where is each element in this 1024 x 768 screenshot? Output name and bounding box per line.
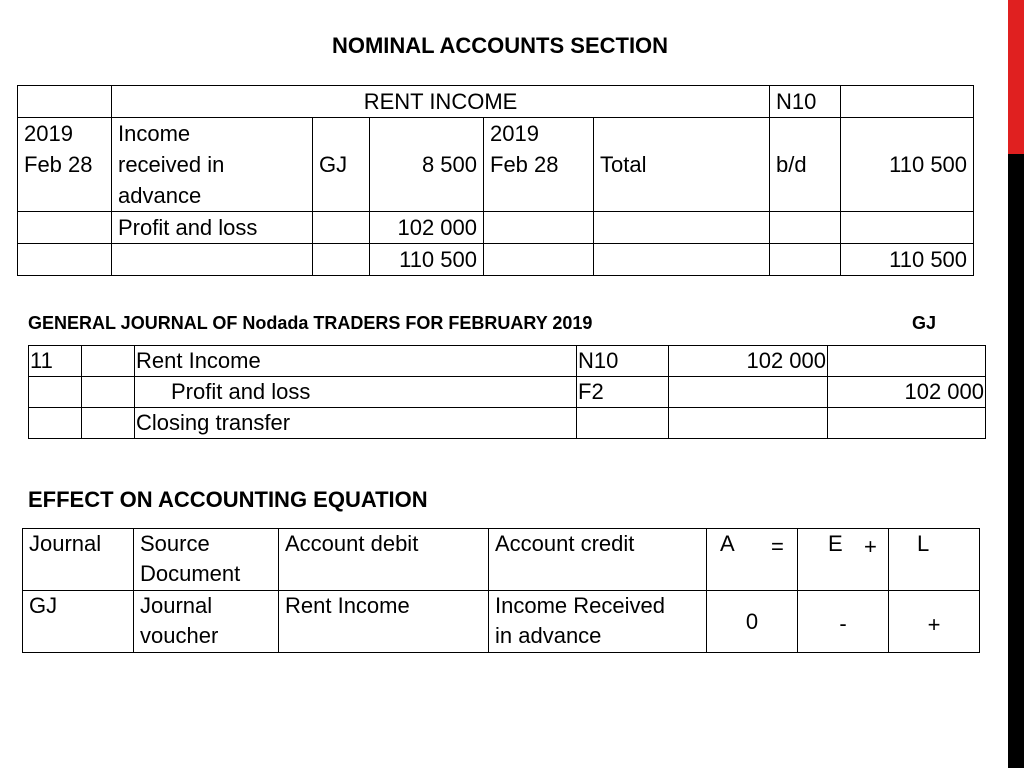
ledger-folio: N10 bbox=[770, 86, 841, 118]
journal-folio bbox=[577, 408, 669, 439]
journal-reference: GJ bbox=[912, 313, 937, 333]
col-liabilities bbox=[889, 529, 980, 591]
ledger-debit-details: Profit and loss bbox=[112, 212, 313, 244]
ledger-credit-details bbox=[594, 244, 770, 276]
equals-sign: = bbox=[771, 534, 784, 559]
table-row bbox=[18, 118, 974, 212]
ledger-credit-details bbox=[594, 212, 770, 244]
ledger-debit-amount: 102 000 bbox=[370, 212, 484, 244]
ledger-debit-folio: GJ bbox=[313, 118, 370, 212]
journal-day bbox=[29, 377, 82, 408]
journal-blank bbox=[82, 377, 135, 408]
effect-source-document: Journal voucher bbox=[134, 591, 279, 653]
ledger-credit-amount: 110 500 bbox=[841, 118, 974, 212]
journal-day bbox=[29, 408, 82, 439]
journal-folio: N10 bbox=[577, 346, 669, 377]
ledger-debit-date bbox=[18, 212, 112, 244]
effect-assets: 0 bbox=[707, 591, 798, 653]
journal-blank bbox=[82, 346, 135, 377]
page-title: NOMINAL ACCOUNTS SECTION bbox=[331, 33, 669, 58]
ledger-credit-date bbox=[484, 212, 594, 244]
ledger-debit-date bbox=[18, 244, 112, 276]
rent-income-ledger bbox=[17, 85, 974, 276]
ledger-credit-folio: b/d bbox=[770, 118, 841, 212]
effect-journal: GJ bbox=[23, 591, 134, 653]
liabilities-label: L bbox=[917, 531, 930, 556]
ledger-debit-total: 110 500 bbox=[370, 244, 484, 276]
equity-label: E bbox=[828, 531, 843, 556]
table-row bbox=[18, 212, 974, 244]
ledger-credit-folio bbox=[770, 212, 841, 244]
ledger-credit-details: Total bbox=[594, 118, 770, 212]
col-assets bbox=[707, 529, 798, 591]
journal-credit bbox=[828, 408, 986, 439]
ledger-debit-details bbox=[112, 244, 313, 276]
journal-heading: GENERAL JOURNAL OF Nodada TRADERS FOR FEBRUARY 2019 bbox=[28, 313, 593, 333]
assets-label: A bbox=[720, 531, 735, 556]
ledger-credit-date: 2019 Feb 28 bbox=[484, 118, 594, 212]
journal-details: Rent Income bbox=[135, 346, 577, 377]
plus-sign: + bbox=[864, 534, 877, 559]
col-journal: Journal bbox=[23, 529, 134, 591]
effect-header-row bbox=[23, 529, 980, 591]
ledger-debit-amount: 8 500 bbox=[370, 118, 484, 212]
journal-debit bbox=[669, 377, 828, 408]
journal-debit bbox=[669, 408, 828, 439]
effect-account-credit: Income Received in advance bbox=[489, 591, 707, 653]
table-row bbox=[29, 377, 986, 408]
table-row bbox=[18, 244, 974, 276]
ledger-account-name: RENT INCOME bbox=[112, 86, 770, 118]
effect-account-debit: Rent Income bbox=[279, 591, 489, 653]
accent-bar-red bbox=[1008, 0, 1024, 154]
table-row bbox=[29, 408, 986, 439]
ledger-debit-date: 2019 Feb 28 bbox=[18, 118, 112, 212]
ledger-credit-amount bbox=[841, 212, 974, 244]
journal-blank bbox=[82, 408, 135, 439]
col-account-debit: Account debit bbox=[279, 529, 489, 591]
col-source-document: Source Document bbox=[134, 529, 279, 591]
ledger-debit-folio bbox=[313, 212, 370, 244]
ledger-debit-folio bbox=[313, 244, 370, 276]
table-row bbox=[29, 346, 986, 377]
journal-credit: 102 000 bbox=[828, 377, 986, 408]
accounting-equation-table bbox=[22, 528, 980, 653]
journal-debit: 102 000 bbox=[669, 346, 828, 377]
journal-narration: Closing transfer bbox=[135, 408, 577, 439]
effect-equity: - bbox=[798, 591, 889, 653]
accent-bar-black bbox=[1008, 154, 1024, 768]
journal-folio: F2 bbox=[577, 377, 669, 408]
ledger-header-blank bbox=[841, 86, 974, 118]
journal-details: Profit and loss bbox=[135, 377, 577, 408]
ledger-header-blank bbox=[18, 86, 112, 118]
ledger-credit-total: 110 500 bbox=[841, 244, 974, 276]
journal-day: 11 bbox=[29, 346, 82, 377]
ledger-credit-folio bbox=[770, 244, 841, 276]
effect-liabilities: + bbox=[889, 591, 980, 653]
col-equity bbox=[798, 529, 889, 591]
ledger-credit-date bbox=[484, 244, 594, 276]
col-account-credit: Account credit bbox=[489, 529, 707, 591]
ledger-debit-details: Income received in advance bbox=[112, 118, 313, 212]
ledger-header-row bbox=[18, 86, 974, 118]
journal-credit bbox=[828, 346, 986, 377]
general-journal-table bbox=[28, 345, 986, 439]
table-row bbox=[23, 591, 980, 653]
effect-heading: EFFECT ON ACCOUNTING EQUATION bbox=[28, 487, 428, 512]
